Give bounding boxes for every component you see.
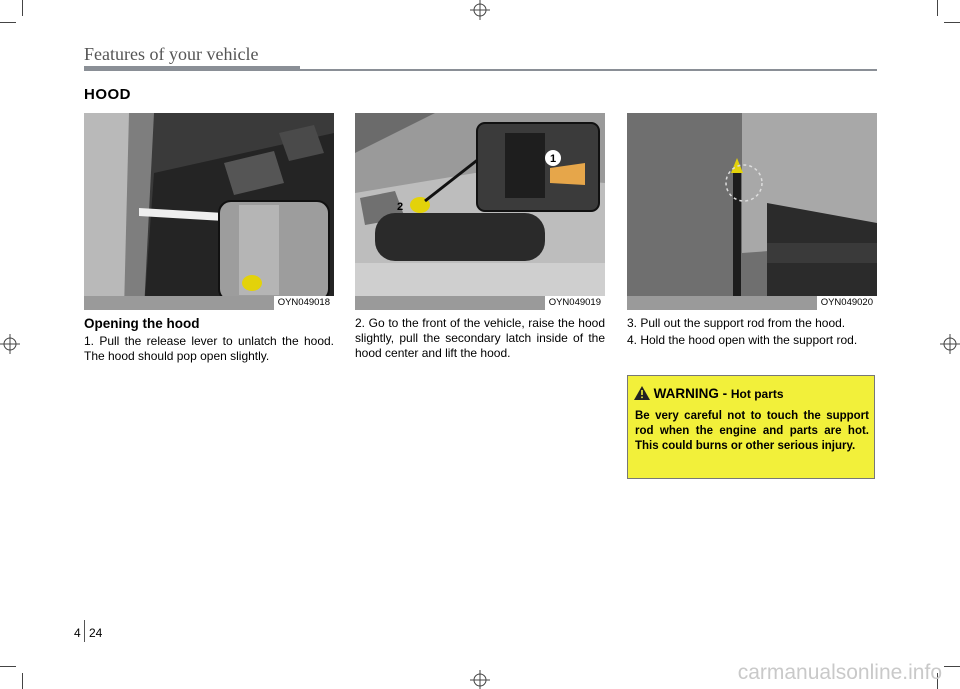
svg-text:1: 1 [550, 153, 557, 165]
step-1 [84, 334, 334, 364]
warning-box [627, 375, 875, 479]
vehicle-front-illustration [355, 113, 605, 310]
header-rule [84, 66, 300, 71]
release-lever-illustration [84, 113, 334, 310]
step-text: 1. Pull the release lever to unlatch the hood. The hood should pop open slightly. [84, 334, 334, 363]
step-text: 3. Pull out the support rod from the hood. [627, 316, 846, 330]
section-number: 4 [74, 626, 81, 640]
release-lever-photo [84, 113, 334, 310]
image-caption: OYN049018 [274, 296, 334, 310]
page-number: 24 [89, 626, 103, 640]
svg-text:2: 2 [397, 201, 404, 213]
registration-target-icon [0, 330, 20, 358]
subheading: Opening the hood [84, 316, 200, 331]
step-4 [627, 333, 877, 348]
registration-target-icon [466, 0, 494, 20]
registration-target-icon [940, 330, 960, 358]
section-title: HOOD [84, 86, 131, 103]
header-rule [300, 69, 877, 71]
step-3 [627, 316, 877, 331]
vehicle-front-photo [355, 113, 605, 310]
crop-mark [944, 22, 960, 23]
warning-title: Hot parts [730, 387, 784, 401]
footer-divider [84, 620, 85, 642]
support-rod-illustration [627, 113, 877, 310]
support-rod-photo [627, 113, 877, 310]
step-text: 4. Hold the hood open with the support rod. [627, 333, 858, 347]
image-caption: OYN049020 [817, 296, 877, 310]
crop-mark [937, 0, 938, 16]
crop-mark [22, 0, 23, 16]
step-2 [355, 316, 605, 361]
warning-triangle-icon [634, 386, 650, 400]
warning-heading [634, 386, 784, 401]
crop-mark [0, 666, 16, 667]
warning-label: WARNING - [653, 386, 731, 401]
step-text: 2. Go to the front of the vehicle, raise the hood slightly, pull the secondary latch inside of the hood center and lift the hood. [355, 316, 605, 360]
registration-target-icon [466, 670, 494, 689]
crop-mark [944, 666, 960, 667]
image-caption: OYN049019 [545, 296, 605, 310]
running-header: Features of your vehicle [84, 44, 259, 64]
warning-text: Be very careful not to touch the support rod when the engine and parts are hot. This could burns or other serious injury. [635, 410, 869, 452]
crop-mark [22, 673, 23, 689]
crop-mark [0, 22, 16, 23]
watermark: carmanualsonline.info [737, 661, 942, 684]
